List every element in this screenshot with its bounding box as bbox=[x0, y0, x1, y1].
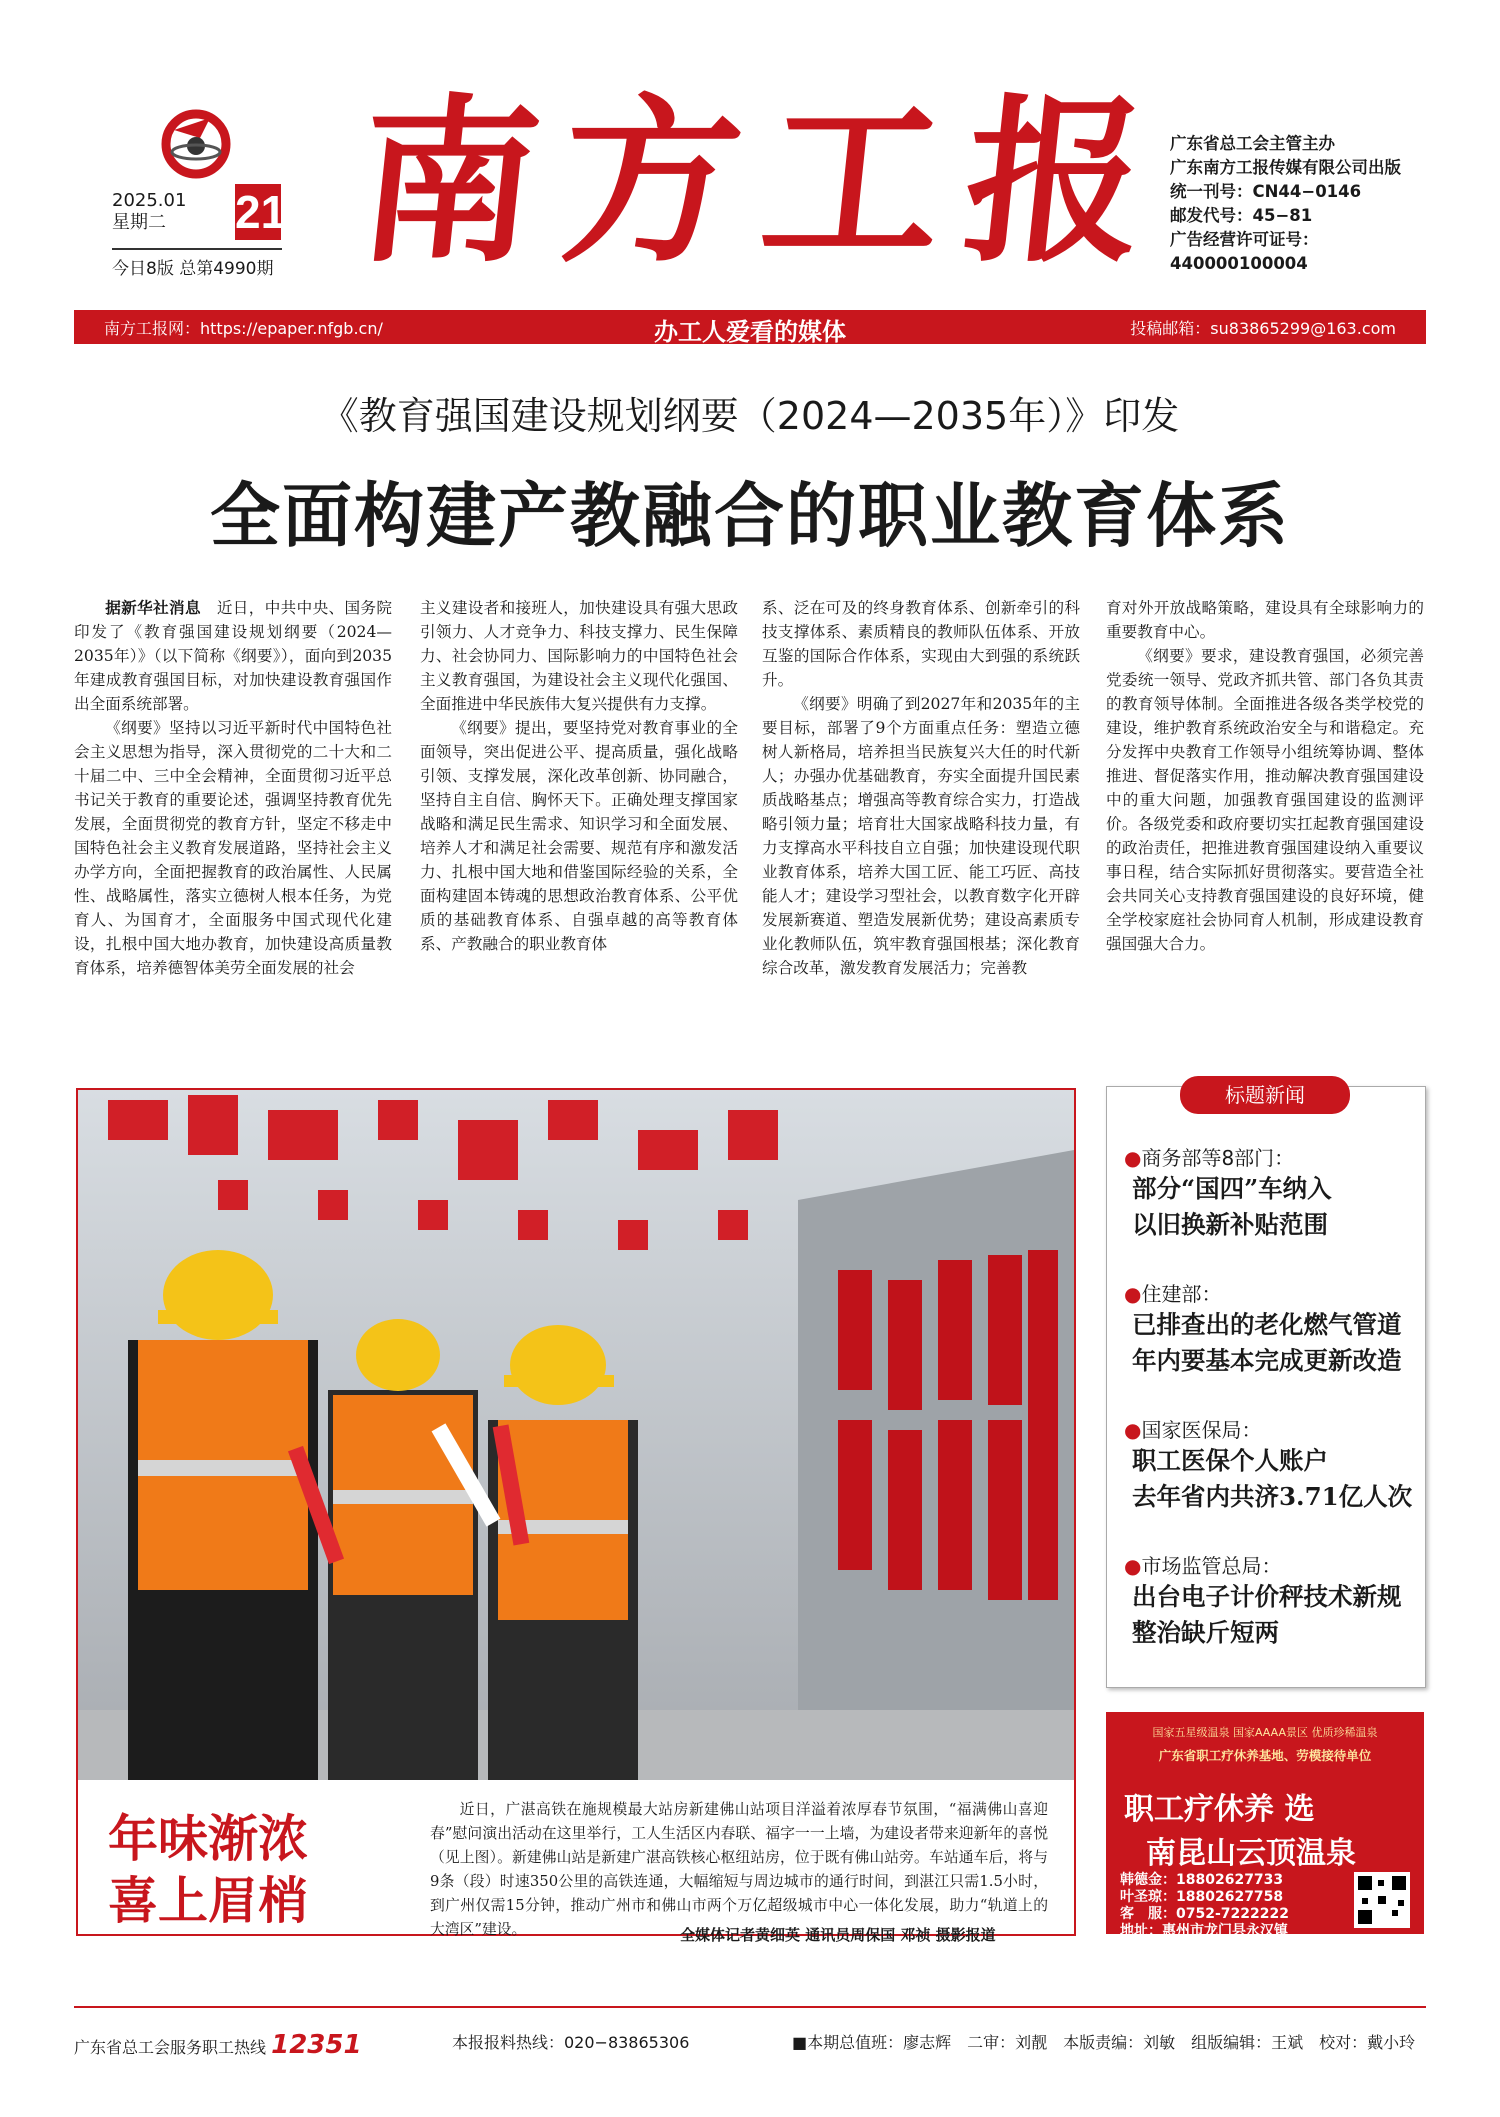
info-line: 统一刊号：CN44−0146 bbox=[1170, 182, 1362, 201]
qr-code-icon[interactable] bbox=[1354, 1872, 1410, 1928]
issue-day: 21 bbox=[235, 186, 287, 238]
news-dept: 商务部等8部门： bbox=[1141, 1146, 1295, 1170]
news-dept: 住建部： bbox=[1141, 1282, 1222, 1306]
paragraph: 《纲要》提出，要坚持党对教育事业的全面领导，突出促进公平、提高质量，强化战略引领、支撑发展，深化改革创新、协同融合，坚持自主自信、胸怀天下。正确处理支撑国家战略和满足民生需求、知识学习和全面发展、培养人才和满足社会需要、规范有序和激发活力、扎根中国大地和借鉴国际经验的关系，全面构建固本铸魂的思想政治教育体系、公平优质的基础教育体系、自强卓越的高等教育体系、产教融合的职业教育体 bbox=[420, 719, 738, 953]
slogan: 办工人爱看的媒体 bbox=[654, 318, 846, 346]
news-title-line: 出台电子计价秤技术新规 bbox=[1132, 1582, 1402, 1611]
news-title-line: 以旧换新补贴范围 bbox=[1132, 1210, 1328, 1239]
bullet-icon: ● bbox=[1124, 1418, 1142, 1442]
newspaper-title: 南方工报 bbox=[349, 77, 1180, 286]
news-item[interactable] bbox=[1124, 1550, 1424, 1651]
hotline-label: 广东省总工会服务职工热线 bbox=[74, 2038, 267, 2057]
article-headline: 全面构建产教融合的职业教育体系 bbox=[210, 474, 1290, 557]
paragraph: 系、泛在可及的终身教育体系、创新牵引的科技支撑体系、素质精良的教师队伍体系、开放互鉴的国际合作体系，实现由大到强的系统跃升。 bbox=[762, 599, 1080, 689]
ad-main-text: 职工疗休养 选 bbox=[1124, 1792, 1315, 1827]
photo-caption bbox=[430, 1798, 1048, 1942]
ad-main-text: 南昆山云顶温泉 bbox=[1146, 1836, 1356, 1871]
weekday: 星期二 bbox=[112, 212, 166, 233]
news-title-line: 部分“国四”车纳入 bbox=[1132, 1174, 1332, 1203]
year-month: 2025.01 bbox=[112, 190, 187, 211]
paragraph: 主义建设者和接班人，加快建设具有强大思政引领力、人才竞争力、科技支撑力、民生保障力、社会协同力、国际影响力的中国特色社会主义教育强国，为建设社会主义现代化强国、全面推进中华民族伟大复兴提供有力支撑。 bbox=[420, 599, 738, 713]
ad-contact: 韩德金：18802627733 bbox=[1120, 1872, 1284, 1888]
paragraph: 近日，中共中央、国务院印发了《教育强国建设规划纲要（2024—2035年）》（以下简称《纲要》），面向到2035年建成教育强国目标，对加快建设教育强国作出全面系统部署。 bbox=[74, 599, 392, 713]
news-photo bbox=[78, 1090, 1074, 1780]
paragraph: 《纲要》坚持以习近平新时代中国特色社会主义思想为指导，深入贯彻党的二十大和二十届二中、三中全会精神，全面贯彻习近平总书记关于教育的重要论述，强调坚持教育优先发展，全面贯彻党的教育方针，坚定不移走中国特色社会主义教育发展道路，坚持社会主义办学方向，全面把握教育的政治属性、人民属性、战略属性，落实立德树人根本任务，为党育人、为国育才，全面服务中国式现代化建设，扎根中国大地办教育，加快建设高质量教育体系，培养德智体美劳全面发展的社会 bbox=[74, 719, 392, 977]
caption-title-line: 喜上眉梢 bbox=[108, 1871, 308, 1930]
publisher-info bbox=[1170, 132, 1401, 276]
headline-news-tab: 标题新闻 bbox=[1180, 1076, 1350, 1114]
bullet-icon: ● bbox=[1124, 1282, 1142, 1306]
ad-contact: 客 服：0752-7222222 bbox=[1120, 1906, 1289, 1922]
hot-spring-ad[interactable] bbox=[1106, 1712, 1424, 1939]
paragraph: 《纲要》要求，建设教育强国，必须完善党委统一领导、党政齐抓共管、部门各负其责的教育领导体制。全面推进各级各类学校党的建设，维护教育系统政治安全与和谐稳定。充分发挥中央教育工作领导小组统筹协调、整体推进、督促落实作用，推动解决教育强国建设中的重大问题，加强教育强国建设的监测评价。各级党委和政府要切实扛起教育强国建设的政治责任，把推进教育强国建设纳入重要议事日程，结合实际抓好贯彻落实。要营造全社会共同关心支持教育强国建设的良好环境，健全学校家庭社会协同育人机制，形成建设教育强国强大合力。 bbox=[1106, 647, 1424, 953]
news-item[interactable] bbox=[1124, 1142, 1424, 1243]
article-source: 据新华社消息 bbox=[105, 599, 201, 617]
info-line: 440000100004 bbox=[1170, 254, 1308, 273]
info-line: 广东南方工报传媒有限公司出版 bbox=[1170, 158, 1401, 177]
masthead-red-bar bbox=[74, 310, 1426, 344]
hotline bbox=[74, 2030, 362, 2060]
staff-credits: ■本期总值班：廖志辉 二审：刘靓 本版责编：刘敏 组版编辑：王斌 校对：戴小玲 bbox=[792, 2033, 1416, 2052]
page-footer bbox=[74, 2006, 1426, 2068]
caption-title-line: 年味渐浓 bbox=[108, 1809, 308, 1868]
hotline-number: 12351 bbox=[271, 2030, 362, 2060]
ad-address: 地址：惠州市龙门县永汉镇 bbox=[1120, 1923, 1288, 1939]
info-line: 邮发代号：45−81 bbox=[1170, 206, 1313, 225]
news-title-line: 去年省内共济3.71亿人次 bbox=[1132, 1482, 1413, 1511]
ad-contact: 叶圣琼：18802627758 bbox=[1120, 1889, 1284, 1905]
website-link[interactable]: 南方工报网：https://epaper.nfgb.cn/ bbox=[104, 319, 383, 338]
newspaper-logo bbox=[160, 108, 232, 180]
news-item[interactable] bbox=[1124, 1414, 1424, 1515]
bullet-icon: ● bbox=[1124, 1146, 1142, 1170]
news-title-line: 已排查出的老化燃气管道 bbox=[1132, 1310, 1402, 1339]
news-dept: 市场监管总局： bbox=[1141, 1554, 1282, 1578]
news-item[interactable] bbox=[1124, 1278, 1424, 1379]
email-link[interactable]: 投稿邮箱：su83865299@163.com bbox=[1130, 319, 1396, 338]
issue-number: 今日8版 总第4990期 bbox=[112, 248, 282, 279]
photo-caption-title bbox=[108, 1808, 308, 1932]
ad-line: 广东省职工疗休养基地、劳模接待单位 bbox=[1158, 1748, 1372, 1763]
info-line: 广东省总工会主管主办 bbox=[1170, 134, 1335, 153]
news-title-line: 年内要基本完成更新改造 bbox=[1132, 1346, 1402, 1375]
article-column-2 bbox=[420, 596, 738, 956]
caption-paragraph: 近日，广湛高铁在施规模最大站房新建佛山站项目洋溢着浓厚春节氛围，“福满佛山喜迎春”慰问演出活动在这里举行，工人生活区内春联、福字一一上墙，为建设者带来迎新年的喜悦（见上图）。新建佛山站是新建广湛高铁核心枢纽站房，位于既有佛山站旁。车站通车后，将与9条（段）时速350公里的高铁连通，大幅缩短与周边城市的通行时间，到湛江只需1.5小时，到广州仅需15分钟，推动广州市和佛山市两个万亿超级城市中心一体化发展，助力“轨道上的大湾区”建设。 bbox=[430, 1801, 1048, 1938]
report-hotline: 本报报料热线：020−83865306 bbox=[452, 2033, 690, 2052]
issue-date bbox=[112, 190, 186, 234]
bullet-icon: ● bbox=[1124, 1554, 1142, 1578]
ad-line: 国家五星级温泉 国家AAAA景区 优质珍稀温泉 bbox=[1152, 1726, 1378, 1739]
article-column-4 bbox=[1106, 596, 1424, 956]
article-subhead: 《教育强国建设规划纲要（2024—2035年）》印发 bbox=[320, 394, 1180, 438]
paragraph: 育对外开放战略策略，建设具有全球影响力的重要教育中心。 bbox=[1106, 599, 1424, 641]
news-title-line: 整治缺斤短两 bbox=[1132, 1618, 1279, 1647]
news-title-line: 职工医保个人账户 bbox=[1132, 1446, 1328, 1475]
photo-credit: 全媒体记者黄细英 通讯员周保国 邓祯 摄影报道 bbox=[680, 1926, 996, 1944]
news-dept: 国家医保局： bbox=[1141, 1418, 1262, 1442]
info-line: 广告经营许可证号： bbox=[1170, 230, 1319, 249]
ad-contacts bbox=[1120, 1872, 1289, 1940]
article-column-1 bbox=[74, 596, 392, 980]
paragraph: 《纲要》明确了到2027年和2035年的主要目标，部署了9个方面重点任务：塑造立德树人新格局，培养担当民族复兴大任的时代新人；办强办优基础教育，夯实全面提升国民素质战略基点；增强高等教育综合实力，打造战略引领力量；培育壮大国家战略科技力量，有力支撑高水平科技自立自强；加快建设现代职业教育体系，培养大国工匠、能工巧匠、高技能人才；建设学习型社会，以教育数字化开辟发展新赛道、塑造发展新优势；建设高素质专业化教师队伍，筑牢教育强国根基；深化教育综合改革，激发教育发展活力；完善教 bbox=[762, 695, 1080, 977]
article-column-3 bbox=[762, 596, 1080, 980]
